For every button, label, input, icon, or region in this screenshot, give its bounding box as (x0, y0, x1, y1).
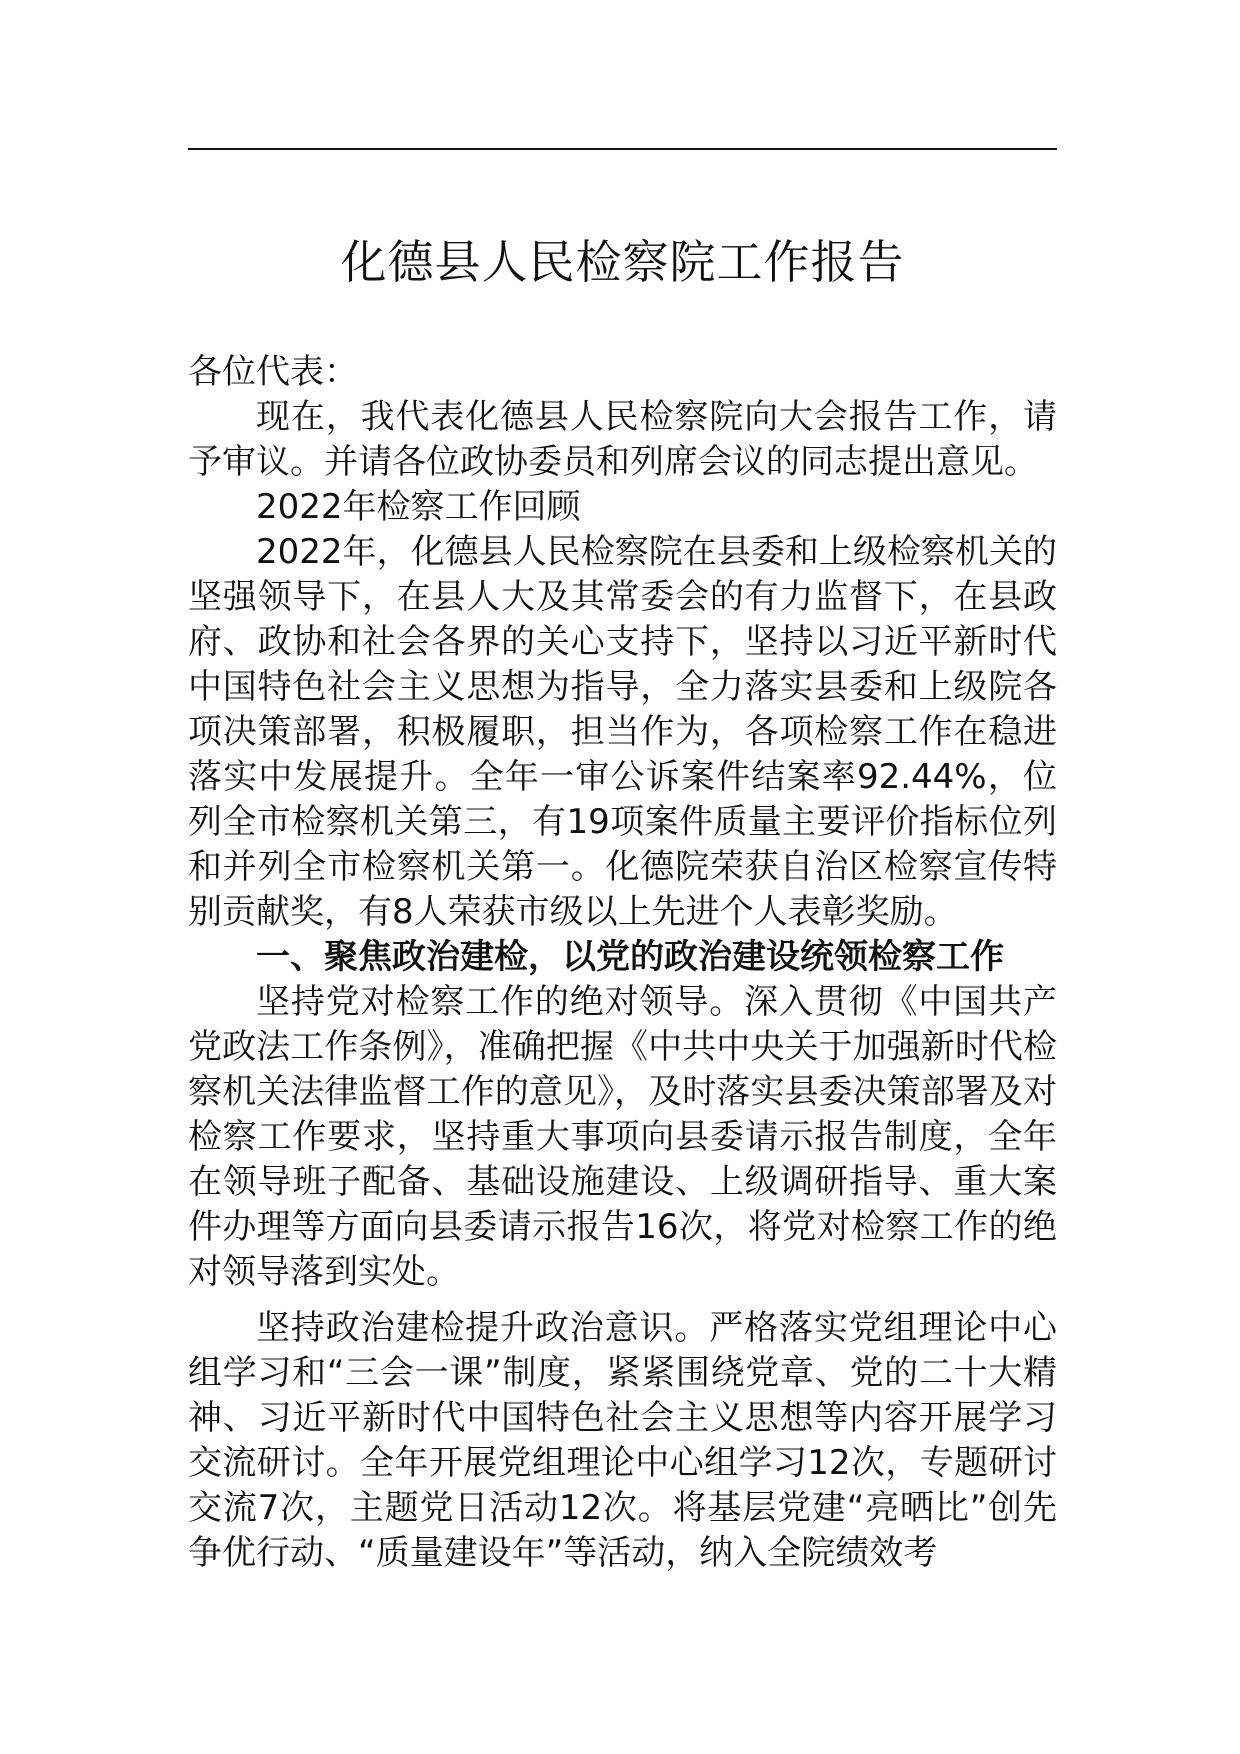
paragraph-political-awareness: 坚持政治建检提升政治意识。严格落实党组理论中心组学习和“三会一课”制度，紧紧围绕党章、党的二十大精神、习近平新时代中国特色社会主义思想等内容开展学习交流研讨。全年开展党组理论中心组学习12次，专题研讨交流7次，主题党日活动12次。将基层党建“亮晒比”创先争优行动、“质量建设年”等活动，纳入全院绩效考 (188, 1308, 1057, 1573)
section-heading-review: 2022年检察工作回顾 (256, 487, 581, 527)
paragraph-party-leadership: 坚持党对检察工作的绝对领导。深入贯彻《中国共产党政法工作条例》，准确把握《中共中央关于加强新时代检察机关法律监督工作的意见》，及时落实县委决策部署及对检察工作要求，坚持重大事项向县委请示报告制度，全年在领导班子配备、基础设施建设、上级调研指导、重大案件办理等方面向县委请示报告16次，将党对检察工作的绝对领导落到实处。 (188, 982, 1057, 1292)
paragraph-intro: 现在，我代表化德县人民检察院向大会报告工作，请予审议。并请各位政协委员和列席会议的同志提出意见。 (188, 397, 1057, 482)
header-rule (188, 148, 1057, 150)
document-body (188, 350, 1057, 1576)
salutation: 各位代表： (188, 352, 358, 392)
document-title: 化德县人民检察院工作报告 (340, 235, 905, 289)
section-heading-one: 一、聚焦政治建检，以党的政治建设统领检察工作 (256, 937, 1004, 977)
paragraph-review: 2022年，化德县人民检察院在县委和上级检察机关的坚强领导下，在县人大及其常委会的有力监督下，在县政府、政协和社会各界的关心支持下，坚持以习近平新时代中国特色社会主义思想为指导，全力落实县委和上级院各项决策部署，积极履职，担当作为，各项检察工作在稳进落实中发展提升。全年一审公诉案件结案率92.44%，位列全市检察机关第三，有19项案件质量主要评价指标位列和并列全市检察机关第一。化德院荣获自治区检察宣传特别贡献奖，有8人荣获市级以上先进个人表彰奖励。 (188, 532, 1057, 932)
